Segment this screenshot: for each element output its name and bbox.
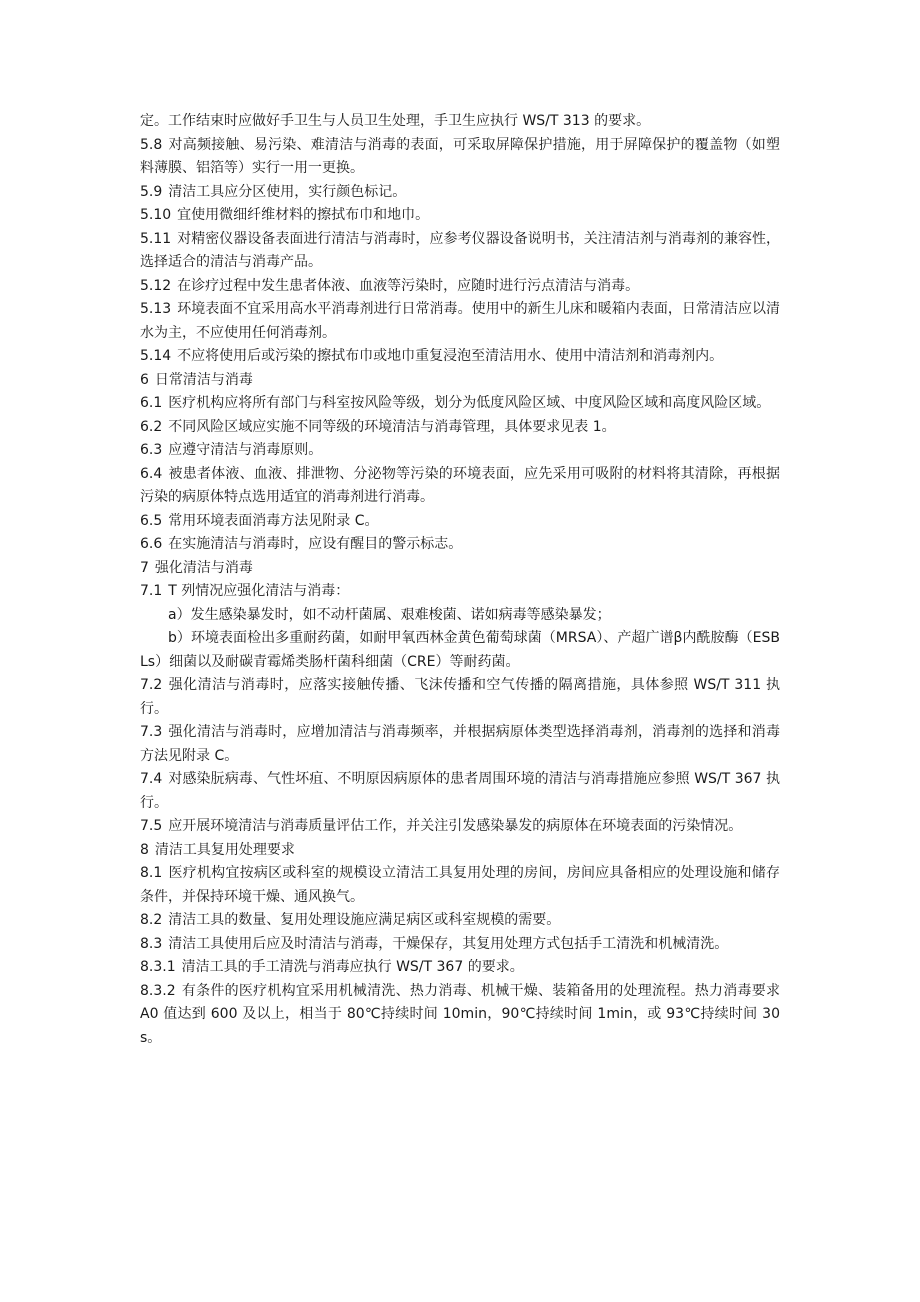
paragraph <box>140 862 780 909</box>
paragraph-text: 有条件的医疗机构宜采用机械清洗、热力消毒、机械干燥、装箱备用的处理流程。热力消毒要求 A0 值达到 600 及以上，相当于 80℃持续时间 10min，90℃持续时间 1min，或 93℃持续时间 30s。 <box>140 982 780 1046</box>
paragraph <box>140 181 780 205</box>
paragraph-text: 被患者体液、血液、排泄物、分泌物等污染的环境表面，应先采用可吸附的材料将其清除，再根据污染的病原体特点选用适宜的消毒剂进行消毒。 <box>140 465 780 505</box>
paragraph-text: 对精密仪器设备表面进行清洁与消毒时，应参考仪器设备说明书，关注清洁剂与消毒剂的兼容性，选择适合的清洁与消毒产品。 <box>140 230 780 270</box>
section-number: 8.3.1 <box>140 959 176 975</box>
paragraph-text: 在诊疗过程中发生患者体液、血液等污染时，应随时进行污点清洁与消毒。 <box>177 277 640 294</box>
paragraph <box>140 956 780 980</box>
paragraph-text: 清洁工具的手工清洗与消毒应执行 WS/T 367 的要求。 <box>181 959 524 975</box>
section-number: 6.3 <box>140 442 163 458</box>
section-number: 8 <box>140 841 149 858</box>
paragraph-text: 定。工作结束时应做好手卫生与人员卫生处理，手卫生应执行 WS/T 313 的要求。 <box>140 113 651 129</box>
paragraph-text: 对感染朊病毒、气性坏疽、不明原因病原体的患者周围环境的清洁与消毒措施应参照 WS/T 367 执行。 <box>140 771 780 811</box>
paragraph <box>140 463 780 510</box>
section-number: 7.1 <box>140 583 163 599</box>
section-number: 8.2 <box>140 912 163 928</box>
paragraph-text: 清洁工具使用后应及时清洁与消毒，干燥保存，其复用处理方式包括手工清洗和机械清洗。 <box>168 935 729 952</box>
section-number: 6.6 <box>140 536 163 552</box>
paragraph <box>140 909 780 933</box>
section-number: 7.3 <box>140 724 163 740</box>
paragraph-text: 医疗机构应将所有部门与科室按风险等级，划分为低度风险区域、中度风险区域和高度风险区域。 <box>168 395 771 411</box>
paragraph-text: 应遵守清洁与消毒原则。 <box>168 442 323 458</box>
section-number: 8.3 <box>140 935 163 952</box>
paragraph <box>140 721 780 768</box>
paragraph <box>140 839 780 863</box>
section-number: 6.2 <box>140 418 163 435</box>
section-number: 5.9 <box>140 183 163 200</box>
paragraph-text: 医疗机构宜按病区或科室的规模设立清洁工具复用处理的房间，房间应具备相应的处理设施和储存条件，并保持环境干燥、通风换气。 <box>140 865 780 905</box>
section-number: 5.12 <box>140 277 172 294</box>
section-number: 7 <box>140 559 149 576</box>
paragraph <box>140 392 780 416</box>
paragraph-text: T 列情况应强化清洁与消毒： <box>168 583 350 599</box>
paragraph-text: 清洁工具复用处理要求 <box>154 841 295 858</box>
paragraph <box>140 345 780 369</box>
section-number: 8.3.2 <box>140 982 176 999</box>
paragraph-text: 宜使用微细纤维材料的擦拭布巾和地巾。 <box>177 207 430 223</box>
paragraph-text: 不应将使用后或污染的擦拭布巾或地巾重复浸泡至清洁用水、使用中清洁剂和消毒剂内。 <box>177 348 724 364</box>
paragraph <box>140 768 780 815</box>
section-number: 6.1 <box>140 395 163 411</box>
section-number: 7.2 <box>140 677 163 693</box>
paragraph <box>140 933 780 957</box>
paragraph <box>140 557 780 581</box>
paragraph-text: 清洁工具应分区使用，实行颜色标记。 <box>168 183 407 200</box>
paragraph <box>140 204 780 228</box>
paragraph-text: 强化清洁与消毒 <box>154 559 253 576</box>
paragraph <box>140 416 780 440</box>
section-number: 8.1 <box>140 865 163 881</box>
paragraph-text: 对高频接触、易污染、难清洁与消毒的表面，可采取屏障保护措施，用于屏障保护的覆盖物（如塑料薄膜、铝箔等）实行一用一更换。 <box>140 136 780 176</box>
section-number: 6.5 <box>140 512 163 529</box>
paragraph <box>140 674 780 721</box>
paragraph-text: 常用环境表面消毒方法见附录 C。 <box>168 512 379 529</box>
paragraph-text: 强化清洁与消毒时，应增加清洁与消毒频率，并根据病原体类型选择消毒剂，消毒剂的选择和消毒方法见附录 C。 <box>140 724 780 764</box>
paragraph <box>140 815 780 839</box>
paragraph <box>140 228 780 275</box>
paragraph-text: a）发生感染暴发时，如不动杆菌属、艰难梭菌、诺如病毒等感染暴发； <box>168 606 611 623</box>
document-page <box>140 110 780 1050</box>
paragraph <box>140 298 780 345</box>
paragraph <box>140 604 780 628</box>
paragraph-text: 强化清洁与消毒时，应落实接触传播、飞沫传播和空气传播的隔离措施，具体参照 WS/T 311 执行。 <box>140 677 780 717</box>
paragraph-text: 日常清洁与消毒 <box>154 371 253 388</box>
section-number: 6 <box>140 371 149 388</box>
paragraph <box>140 439 780 463</box>
paragraph-text: 环境表面不宜采用高水平消毒剂进行日常消毒。使用中的新生儿床和暖箱内表面，日常清洁应以清水为主，不应使用任何消毒剂。 <box>140 301 780 341</box>
paragraph-text: 清洁工具的数量、复用处理设施应满足病区或科室规模的需要。 <box>168 912 561 928</box>
section-number: 5.13 <box>140 301 172 317</box>
section-number: 5.14 <box>140 348 172 364</box>
paragraph <box>140 369 780 393</box>
paragraph <box>140 533 780 557</box>
section-number: 5.10 <box>140 207 172 223</box>
section-number: 6.4 <box>140 465 163 482</box>
paragraph-text: 应开展环境清洁与消毒质量评估工作，并关注引发感染暴发的病原体在环境表面的污染情况。 <box>168 818 743 834</box>
paragraph <box>140 110 780 134</box>
paragraph-text: 在实施清洁与消毒时，应设有醒目的警示标志。 <box>168 536 463 552</box>
paragraph <box>140 275 780 299</box>
section-number: 5.11 <box>140 230 172 247</box>
paragraph <box>140 134 780 181</box>
paragraph-text: 不同风险区域应实施不同等级的环境清洁与消毒管理，具体要求见表 1。 <box>168 418 616 435</box>
paragraph <box>140 980 780 1051</box>
section-number: 7.4 <box>140 771 163 787</box>
paragraph-text: b）环境表面检出多重耐药菌，如耐甲氧西林金黄色葡萄球菌（MRSA）、产超广谱β内酰胺酶（ESBLs）细菌以及耐碳青霉烯类肠杆菌科细菌（CRE）等耐药菌。 <box>140 630 780 670</box>
section-number: 5.8 <box>140 136 163 153</box>
paragraph <box>140 580 780 604</box>
paragraph <box>140 627 780 674</box>
paragraph <box>140 510 780 534</box>
section-number: 7.5 <box>140 818 163 834</box>
